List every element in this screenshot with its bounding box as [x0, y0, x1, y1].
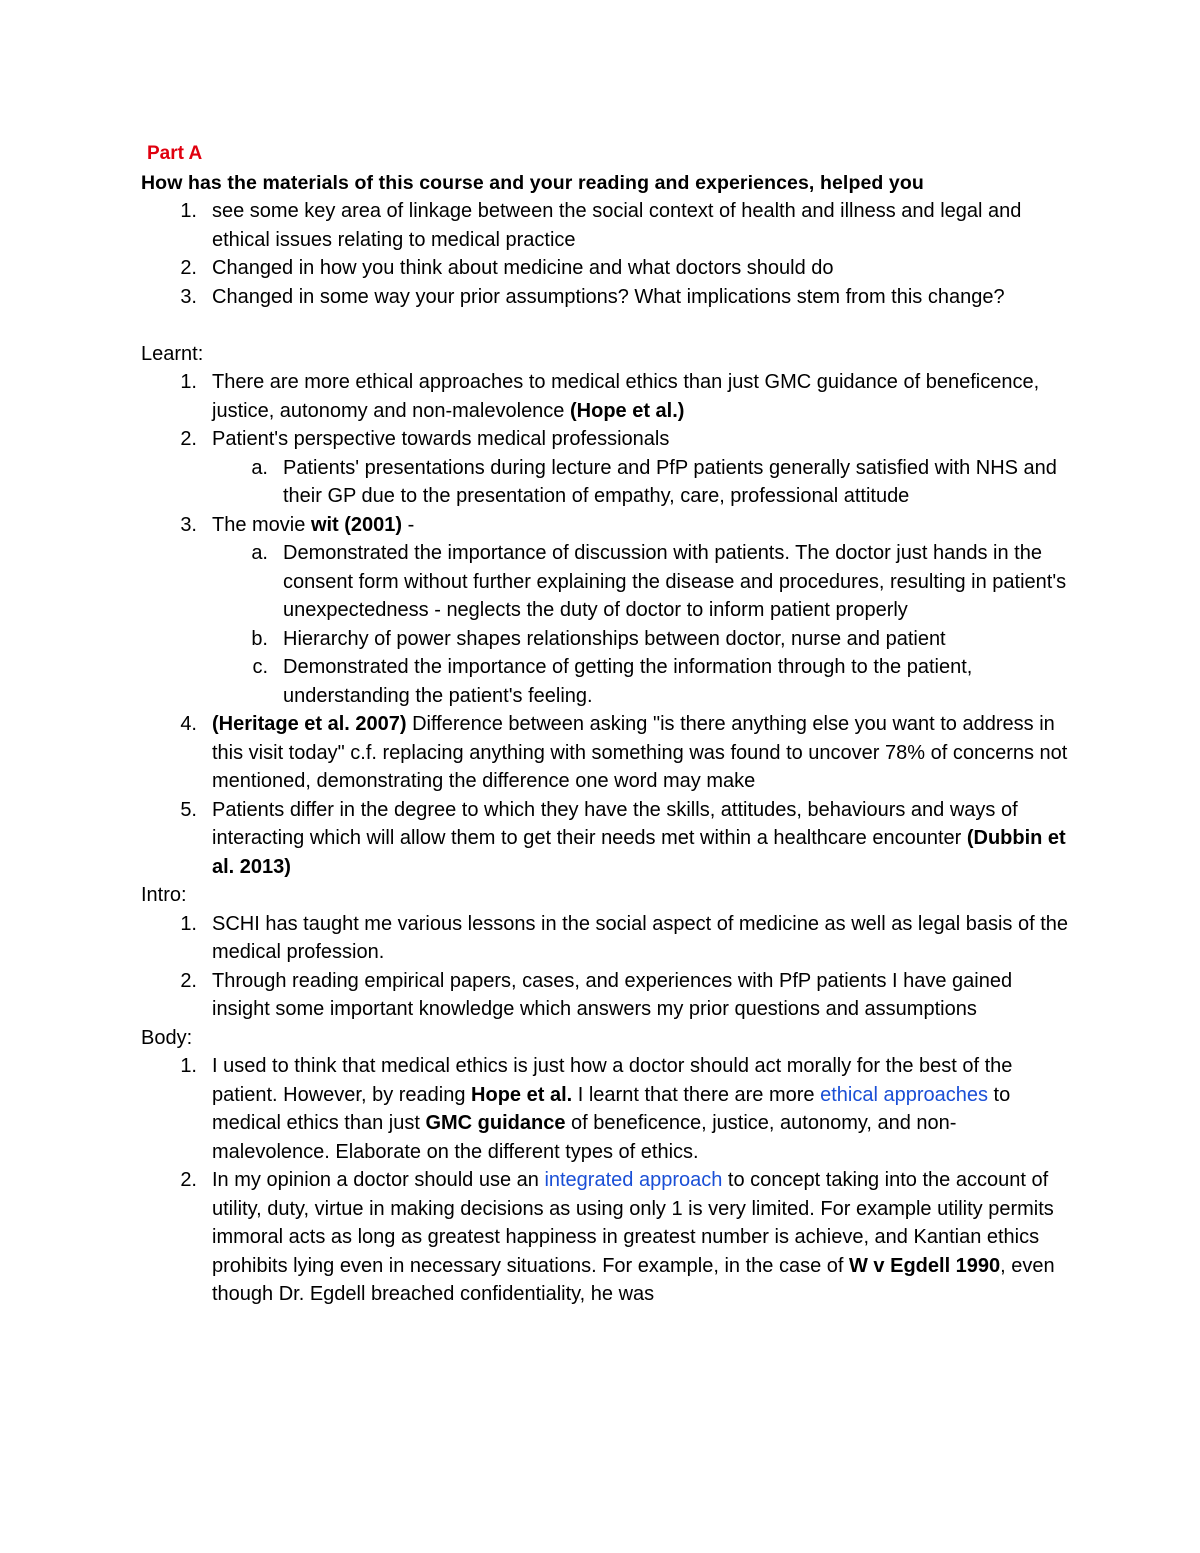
body-list	[141, 1052, 1071, 1309]
question-heading: How has the materials of this course and your reading and experiences, helped you	[141, 171, 924, 194]
sub-list	[212, 454, 1071, 511]
sub-list-item: a. Demonstrated the importance of discussion with patients. The doctor just hands in the consent form without further explaining the disease and procedures, resulting in patient's unexpectedness - neglects the duty of doctor to inform patient properly	[251, 542, 1067, 621]
sub-list-item: c. Demonstrated the importance of getting the information through to the patient, understanding the patient's feeling.	[252, 656, 973, 707]
intro-list	[141, 910, 1071, 1024]
list-item: 1. see some key area of linkage between the social context of health and illness and legal and ethical issues relating to medical practice	[180, 200, 1022, 251]
list-item: 2. In my opinion a doctor should use an integrated approach to concept taking into the account of utility, duty, virtue in making decisions as using only 1 is very limited. For example utility permits immoral acts as long as greatest happiness in greatest number is achieve, and Kantian ethics prohibits lying even in necessary situations. For example, in the case of W v Egdell 1990, even though Dr. Egdell breached confidentiality, he was	[180, 1169, 1055, 1305]
body-heading: Body:	[141, 1026, 193, 1049]
list-item: 2. Patient's perspective towards medical professionals a. Patients' presentations during lecture and PfP patients generally satisfied with NHS and their GP due to the presentation of empathy, care, professional attitude	[141, 425, 1071, 511]
list-item: 1. There are more ethical approaches to medical ethics than just GMC guidance of beneficence, justice, autonomy and non-malevolence (Hope et al.)	[180, 371, 1040, 422]
spacer	[141, 311, 1071, 340]
case-citation: W v Egdell 1990	[849, 1254, 1001, 1277]
document-page	[141, 140, 1071, 1309]
citation: Hope et al.	[471, 1083, 573, 1106]
question-list	[141, 197, 1071, 311]
list-item: 1. I used to think that medical ethics is just how a doctor should act morally for the best of the patient. However, by reading Hope et al. I learnt that there are more ethical approaches to medical ethics than just GMC guidance of beneficence, justice, autonomy, and non-malevolence. Elaborate on the different types of ethics.	[180, 1055, 1013, 1163]
learnt-heading: Learnt:	[141, 342, 204, 365]
list-item: 1. SCHI has taught me various lessons in the social aspect of medicine as well as legal basis of the medical profession.	[180, 912, 1068, 963]
list-item: 4. (Heritage et al. 2007) Difference between asking "is there anything else you want to address in this visit today" c.f. replacing anything with something was found to uncover 78% of concerns not mentioned, demonstrating the difference one word may make	[180, 713, 1068, 792]
learnt-list	[141, 368, 1071, 881]
list-item: 3. The movie wit (2001) - a. Demonstrated the importance of discussion with patients. The doctor just hands in the consent form without further explaining the disease and procedures, resulting in patient's unexpectedness - neglects the duty of doctor to inform patient properly b. Hierarchy of power shapes relationships between doctor, nurse and patient c. Demonstrated the importance of getting the information through to the patient, understanding the patient's feeling.	[141, 511, 1071, 711]
list-item: 2. Through reading empirical papers, cases, and experiences with PfP patients I have gained insight some important knowledge which answers my prior questions and assumptions	[180, 969, 1013, 1020]
sub-list-item: a. Patients' presentations during lecture and PfP patients generally satisfied with NHS and their GP due to the presentation of empathy, care, professional attitude	[251, 456, 1057, 507]
integrated-approach-link[interactable]: integrated approach	[544, 1169, 723, 1191]
citation: (Dubbin et al. 2013)	[212, 827, 1066, 878]
sub-list-item: b. Hierarchy of power shapes relationships between doctor, nurse and patient	[251, 627, 946, 650]
citation: (Heritage et al. 2007)	[212, 713, 407, 735]
list-item: 2. Changed in how you think about medicine and what doctors should do	[180, 257, 834, 279]
intro-heading: Intro:	[141, 884, 187, 906]
sub-list	[212, 539, 1071, 710]
ethical-approaches-link[interactable]: ethical approaches	[820, 1083, 988, 1106]
citation: (Hope et al.)	[570, 399, 685, 422]
citation: wit (2001)	[310, 513, 403, 536]
list-item: 3. Changed in some way your prior assumptions? What implications stem from this change?	[180, 285, 1005, 308]
list-item: 5. Patients differ in the degree to which they have the skills, attitudes, behaviours and ways of interacting which will allow them to get their needs met within a healthcare encounter (Dubbin et al. 2013)	[180, 798, 1066, 878]
part-title: Part A	[147, 143, 203, 164]
gmc-guidance-bold: GMC guidance	[425, 1112, 566, 1134]
